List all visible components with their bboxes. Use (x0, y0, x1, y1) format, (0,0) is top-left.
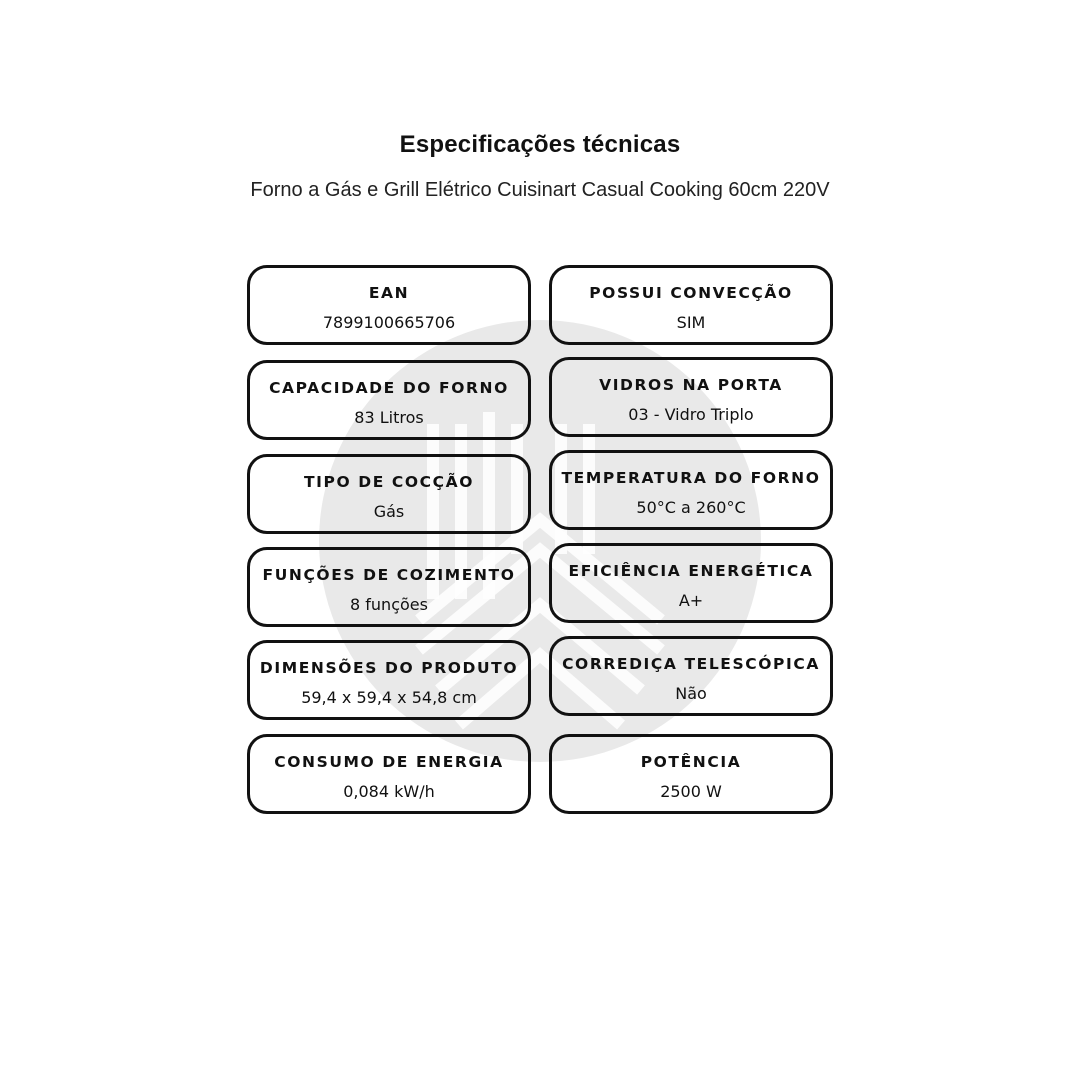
spec-value: Não (675, 684, 707, 703)
spec-card-eficiencia-energetica (549, 543, 833, 623)
spec-label: DIMENSÕES DO PRODUTO (259, 659, 519, 677)
spec-value: 0,084 kW/h (343, 782, 435, 801)
spec-label: CAPACIDADE DO FORNO (269, 379, 509, 397)
spec-label: EFICIÊNCIA ENERGÉTICA (568, 562, 814, 580)
spec-value: 2500 W (660, 782, 722, 801)
spec-label: EAN (368, 284, 410, 302)
page-title: Especificações técnicas (399, 131, 681, 158)
spec-label: VIDROS NA PORTA (599, 376, 783, 394)
spec-card-tipo-de-coccao (247, 454, 531, 534)
spec-value: 59,4 x 59,4 x 54,8 cm (301, 688, 477, 707)
spec-card-corredica-telescopica (549, 636, 833, 716)
spec-value: A+ (678, 591, 704, 610)
product-subtitle: Forno a Gás e Grill Elétrico Cuisinart Casual Cooking 60cm 220V (250, 179, 830, 201)
spec-card-vidros-na-porta (549, 357, 833, 437)
spec-card-potencia (549, 734, 833, 814)
spec-card-ean (247, 265, 531, 345)
spec-card-capacidade-do-forno (247, 360, 531, 440)
spec-card-consumo-de-energia (247, 734, 531, 814)
spec-card-temperatura-do-forno (549, 450, 833, 530)
spec-value: 50°C a 260°C (636, 498, 746, 517)
spec-value: 83 Litros (354, 408, 424, 427)
spec-label: CORREDIÇA TELESCÓPICA (562, 655, 820, 673)
spec-label: POSSUI CONVECÇÃO (589, 284, 793, 302)
spec-card-dimensoes-do-produto (247, 640, 531, 720)
spec-value: 7899100665706 (322, 313, 456, 332)
spec-label: TEMPERATURA DO FORNO (561, 469, 821, 487)
spec-value: 8 funções (350, 595, 428, 614)
spec-value: Gás (373, 502, 405, 521)
spec-card-possui-conveccao (549, 265, 833, 345)
spec-label: CONSUMO DE ENERGIA (274, 753, 504, 771)
spec-value: 03 - Vidro Triplo (628, 405, 754, 424)
spec-label: POTÊNCIA (640, 753, 742, 771)
spec-value: SIM (676, 313, 706, 332)
spec-label: FUNÇÕES DE COZIMENTO (262, 566, 516, 584)
spec-label: TIPO DE COCÇÃO (304, 473, 474, 491)
spec-card-funcoes-de-cozimento (247, 547, 531, 627)
